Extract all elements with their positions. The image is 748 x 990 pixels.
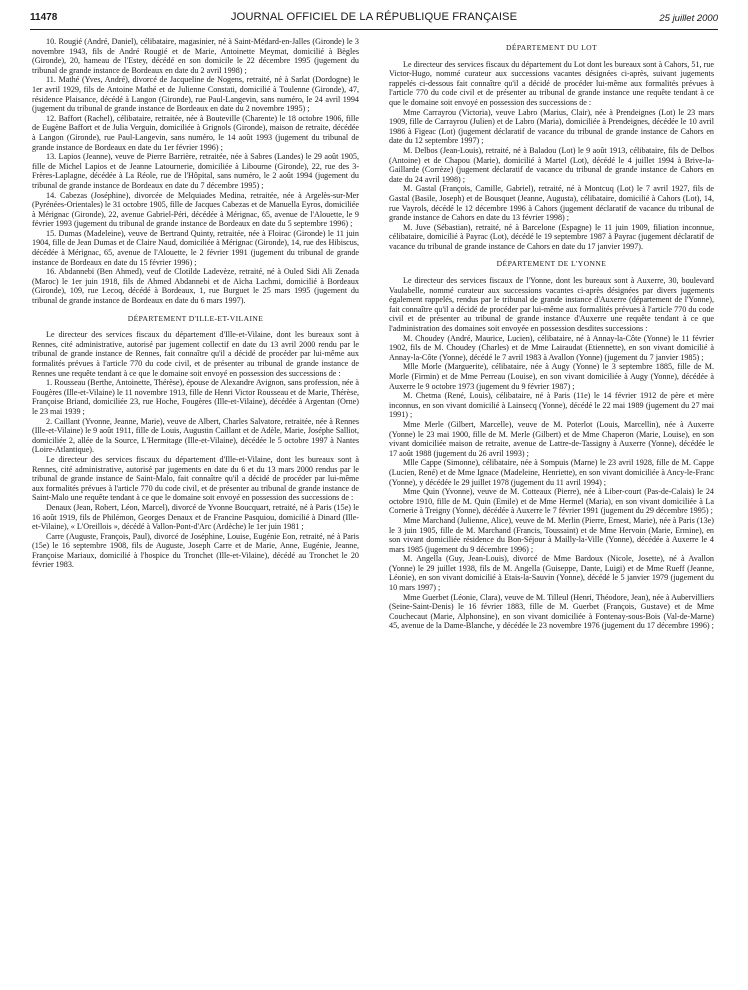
- entry-paragraph: Mlle Cappe (Simonne), célibataire, née à Sompuis (Marne) le 23 avril 1928, fille de M. Cappe (Lucien, René) et de Mme Ignace (Madeleine, Henriette), en son vivant domiciliée à Ancy-le-Franc (Yonne), y décédée le 29 juillet 1978 (jugement du 11 avril 1994) ;: [389, 458, 714, 487]
- entry-paragraph: M. Choudey (André, Maurice, Lucien), célibataire, né à Annay-la-Côte (Yonne) le 11 février 1902, fils de M. Choudey (Charles) et de Mme Lairaudat (Etiennette), en son vivant domicilié à Annay-la-Côte (Yonne), décédé le 7 avril 1983 à Avallon (Yonne) (jugement du 7 janvier 1985) ;: [389, 333, 714, 362]
- header-rule: [30, 29, 718, 30]
- page-header: [30, 9, 718, 29]
- entry-paragraph: Le directeur des services fiscaux du département d'Ille-et-Vilaine, dont les bureaux sont à Rennes, cité administrative, autorisé par jugement collectif en date du 13 avril 2000 rendu par le tribunal de grande instance de Rennes, fait connaître qu'il a décidé de procéder par lui-même aux formalités prévues à l'article 770 du code civil, et de présenter au tribunal de grande instance de Rennes une requête tendant à ce que le domaine soit envoyé en possession des successions de :: [32, 330, 359, 378]
- entry-paragraph: Le directeur des services fiscaux de l'Yonne, dont les bureaux sont à Auxerre, 30, boulevard Vaulabelle, nommé curateur aux successions vacantes ci-après désignées par divers jugements également rappelés, rendus par le tribunal de grande instance d'Auxerre (département de l'Yonne), fait connaître qu'il a décidé de procéder par lui-même aux formalités prévues à l'article 770 du code civil et de présenter au tribunal de grande instance d'Auxerre une requête tendant à ce que l'administration des domaines soit envoyée en possession desdites successions :: [389, 276, 714, 334]
- entry-paragraph: M. Gastal (François, Camille, Gabriel), retraité, né à Montcuq (Lot) le 7 avril 1927, fils de Gastal (Basile, Joseph) et de Bousquet (Jeanne, Augusta), célibataire, domicilié à Cahors (Lot), 14, rue Vayrols, décédé le 12 décembre 1996 à Cahors (jugement déclaratif de vacance du tribunal de grande instance de Cahors en date du 13 février 1998) ;: [389, 184, 714, 223]
- entry-paragraph: M. Juve (Sébastian), retraité, né à Barcelone (Espagne) le 11 juin 1909, filiation inconnue, célibataire, domicilié à Payrac (Lot), décédé le 19 septembre 1987 à Payrac (jugement déclaratif de vacance du tribunal de grande instance de Cahors en date du 17 janvier 1997).: [389, 222, 714, 251]
- entry-paragraph: Mme Marchand (Julienne, Alice), veuve de M. Merlin (Pierre, Ernest, Marie), née à Paris (13e) le 3 juin 1905, fille de M. Marchand (Francis, Toussaint) et de Mme Hervoin (Marie, Ermine), en son vivant domiciliée résidence du Bon-Séjour à Mailly-la-Ville (Yonne), décédée à Auxerre le 4 mars 1985 (jugement du 9 décembre 1996) ;: [389, 515, 714, 554]
- right-column: [389, 37, 714, 631]
- section-heading-lot: DÉPARTEMENT DU LOT: [505, 43, 598, 52]
- page-number: 11478: [30, 12, 58, 23]
- entry-paragraph: 13. Lapios (Jeanne), veuve de Pierre Barrière, retraitée, née à Sabres (Landes) le 29 août 1905, fille de Michel Lapios et de Jeanne Latournerie, domiciliée à Libourne (Gironde), 22, rue des 3-Frères-Laplagne, décédée à La Réole, rue de l'Hôpital, sans numéro, le 2 août 1994 (jugement du tribunal de grande instance de Bordeaux en date du 7 décembre 1995) ;: [32, 152, 359, 190]
- section-heading-ille-et-vilaine: DÉPARTEMENT D'ILLE-ET-VILAINE: [127, 313, 264, 323]
- journal-title: JOURNAL OFFICIEL DE LA RÉPUBLIQUE FRANÇAISE: [230, 11, 518, 23]
- entry-paragraph: 11. Mathé (Yves, André), divorcé de Jacqueline de Nogens, retraité, né à Sarlat (Dordogne) le 1er avril 1929, fils de Antoine Mathé et de Julienne Constati, domicilié à Toulenne (Gironde), 47, résidence Plaisance, décédé à Langon (Gironde), rue Paul-Langevin, sans numéro, le 24 avril 1994 (jugement du tribunal de grande instance de Bordeaux en date du 2 novembre 1995) ;: [32, 75, 359, 114]
- entry-paragraph: M. Angella (Guy, Jean-Louis), divorcé de Mme Bardoux (Nicole, Josette), né à Avallon (Yonne) le 29 juillet 1938, fils de M. Angella (Guiseppe, Dante, Luigi) et de Mme Rueff (Jeanne, Léonie), en son vivant domicilié à Etais-la-Sauvin (Yonne), décédé le 5 janvier 1979 (jugement du 10 mars 1997) ;: [389, 554, 714, 593]
- section-heading-yonne: DÉPARTEMENT DE L'YONNE: [496, 259, 607, 269]
- yonne-entries: [389, 276, 714, 631]
- gironde-entries: [32, 37, 359, 306]
- entry-paragraph: Carre (Auguste, François, Paul), divorcé de Joséphine, Louise, Eugénie Eon, retraité, né à Paris (15e) le 16 septembre 1908, fils de Auguste, Joseph Carre et de Marie, Anne, Eugénie, Jeanne, Françoise Mariaux, domicilié à l'hospice du Tronchet (Ille-et-Vilaine), décédé au Tronchet le 20 février 1983.: [32, 531, 359, 570]
- entry-paragraph: 16. Abdannebi (Ben Ahmed), veuf de Clotilde Ladevèze, retraité, né à Ouled Sidi Ali Zenada (Maroc) le 1er juin 1918, fils de Ahmed Abdannebi et de Aïcha Lachmi, domicilié à Bordeaux (Gironde), 109, rue Lecoq, décédé à Bordeaux, 1, rue Burguet le 25 mars 1995 (jugement du tribunal de grande instance de Bordeaux en date du 6 mars 1997).: [32, 267, 359, 306]
- entry-paragraph: 2. Caillant (Yvonne, Jeanne, Marie), veuve de Albert, Charles Salvatore, retraitée, née à Rennes (Ille-et-Vilaine) le 9 août 1911, fille de Louis, Augustin Caillant et de Adèle, Marie, Joséphe Salliot, domiciliée 2, allée de la Source, L'Hermitage (Ille-et-Vilaine), décédée le 5 octobre 1997 à Nantes (Loire-Atlantique).: [32, 416, 359, 455]
- entry-paragraph: Mme Guerbet (Léonie, Clara), veuve de M. Tilleul (Henri, Théodore, Jean), née à Aubervilliers (Seine-Saint-Denis) le 16 février 1883, fille de M. Guerbet (François, Gustave) et de Mme Couchecaut (Marie, Alphonsine), en son vivant domiciliée à Fontenay-sous-Bois (Val-de-Marne) 45, avenue de la Dame-Blanche, y décédée le 23 novembre 1976 (jugement du 17 décembre 1996) ;: [389, 592, 714, 631]
- entry-paragraph: Denaux (Jean, Robert, Léon, Marcel), divorcé de Yvonne Boucquart, retraité, né à Paris (15e) le 16 août 1919, fils de Philémon, Georges Denaux et de Francine Pasquiou, domicilié à Dinard (Ille-et-Vilaine), « L'Oreillois », décédé à Vallon-Pont-d'Arc (Ardèche) le 1er juin 1981 ;: [32, 502, 359, 532]
- entry-paragraph: Mme Carrayrou (Victoria), veuve Labro (Marius, Clair), née à Prendeignes (Lot) le 23 mars 1909, fille de Carrayrou (Julien) et de Labro (Maria), domiciliée à Prendeignes, décédée le 10 avril 1986 à Figeac (Lot) (jugement déclaratif de vacance du tribunal de grande instance de Cahors en date du 12 septembre 1997) ;: [389, 107, 714, 146]
- entry-paragraph: Mme Merle (Gilbert, Marcelle), veuve de M. Poterlot (Louis, Marcellin), née à Auxerre (Yonne) le 23 mai 1900, fille de M. Merle (Gilbert) et de Mme Chaperon (Marie, Louise), en son vivant domiciliée maison de retraite, avenue de Lattre-de-Tassigny à Auxerre (Yonne), décédée le 17 août 1988 (jugement du 26 avril 1993) ;: [389, 419, 714, 458]
- entry-paragraph: M. Delbos (Jean-Louis), retraité, né à Baladou (Lot) le 9 août 1913, célibataire, fils de Delbos (Antoine) et de Chapou (Marie), domicilié à Martel (Lot), décédé le 4 juillet 1994 à Brive-la-Gaillarde (Corrèze) (jugement déclaratif de vacance du tribunal de grande instance de Cahors en date du 24 avril 1998) ;: [389, 145, 714, 184]
- entry-paragraph: Mlle Morle (Marguerite), célibataire, née à Augy (Yonne) le 3 septembre 1885, fille de M. Morle (Firmin) et de Mme Perreau (Louise), en son vivant domiciliée à Augy (Yonne), décédée à Auxerre le 9 octobre 1973 (jugement du 9 février 1987) ;: [389, 362, 714, 391]
- entry-paragraph: 10. Rougié (André, Daniel), célibataire, magasinier, né à Saint-Médard-en-Jalles (Gironde) le 3 novembre 1943, fils de André Rougié et de Marie, Antoinette Meymat, domicilié à Bègles (Gironde), 20, hameau de l'Estey, décédé en son domicile le 22 décembre 1995 (jugement du tribunal de grande instance de Bordeaux en date du 2 avril 1998) ;: [32, 37, 359, 75]
- left-column: [32, 37, 359, 570]
- entry-paragraph: Mme Quin (Yvonne), veuve de M. Cotteaux (Pierre), née à Liber-court (Pas-de-Calais) le 24 octobre 1910, fille de M. Quin (Emile) et de Mme Hermel (Maria), en son vivant domiciliée à La Cornerie à Treigny (Yonne), décédée à Auxerre le 7 février 1991 (jugement du 29 décembre 1995) ;: [389, 487, 714, 516]
- entry-paragraph: 1. Rousseau (Berthe, Antoinette, Thérèse), épouse de Alexandre Avignon, sans profession, née à Fougères (Ille-et-Vilaine) le 11 novembre 1913, fille de Henri Victor Rousseau et de Marie, Thérèse, Françoise Briand, domiciliée 23, rue Hoche, Fougères (Ille-et-Vilaine), décédée à Argentan (Orne) le 23 mai 1939 ;: [32, 378, 359, 416]
- entry-paragraph: Le directeur des services fiscaux du département du Lot dont les bureaux sont à Cahors, 51, rue Victor-Hugo, nommé curateur aux successions vacantes désignées ci-après, suivant jugements rappelés ci-dessous fait connaître qu'il a décidé de procéder lui-même aux formalités prévues à l'article 770 du code civil et de présenter au tribunal de grande instance une requête tendant à ce que le domaine soit envoyé en possession des successions de :: [389, 59, 714, 107]
- entry-paragraph: Le directeur des services fiscaux du département d'Ille-et-Vilaine, dont les bureaux sont à Rennes, cité administrative, autorisé par jugements en date du 6 et du 13 mars 2000 rendus par le tribunal de grande instance de Saint-Malo, fait connaître qu'il a décidé de procéder par lui-même aux formalités prévues à l'article 770 du code civil, et de présenter au tribunal de grande instance de Saint-Malo une requête tendant à ce que le domaine soit envoyé en possession des successions de :: [32, 454, 359, 503]
- lot-entries: [389, 60, 714, 252]
- entry-paragraph: 14. Cabezas (Joséphine), divorcée de Melquiades Medina, retraitée, née à Argelès-sur-Mer (Pyrénées-Orientales) le 31 octobre 1905, fille de Jacques Cabezas et de Manuella Eyros, domiciliée à Mérignac (Gironde), 22, avenue Gabriel-Péri, décédée à Mérignac, 65, avenue de l'Alouette, le 9 février 1993 (jugement du tribunal de grande instance de Bordeaux en date du 5 septembre 1996) ;: [32, 190, 359, 229]
- entry-paragraph: 15. Dumas (Madeleine), veuve de Bertrand Quinty, retraitée, née à Floirac (Gironde) le 11 juin 1904, fille de Jean Dumas et de Claire Naud, domiciliée à Mérignac (Gironde), 14, rue des Hibiscus, décédée à Mérignac, 65, avenue de l'Alouette, le 2 février 1991 (jugement du tribunal de grande instance de Bordeaux en date du 15 février 1996) ;: [32, 228, 359, 267]
- publication-date: 25 juillet 2000: [659, 13, 718, 24]
- entry-paragraph: 12. Baffort (Rachel), célibataire, retraitée, née à Bouteville (Charente) le 18 octobre 1906, fille de Eugène Baffort et de Julia Verguin, domiciliée à Grignols (Gironde), maison de retraite, décédée à Langon (Gironde), rue Paul-Langevin, sans numéro, le 14 août 1993 (jugement du tribunal de grande instance de Bordeaux en date du 1er février 1996) ;: [32, 113, 359, 152]
- ille-et-vilaine-entries: [32, 330, 359, 570]
- entry-paragraph: M. Chetma (René, Louis), célibataire, né à Paris (11e) le 14 février 1912 de père et mère inconnus, en son vivant domicilié à Lainsecq (Yonne), décédé le 22 mai 1989 (jugement du 27 mai 1991) ;: [389, 391, 714, 420]
